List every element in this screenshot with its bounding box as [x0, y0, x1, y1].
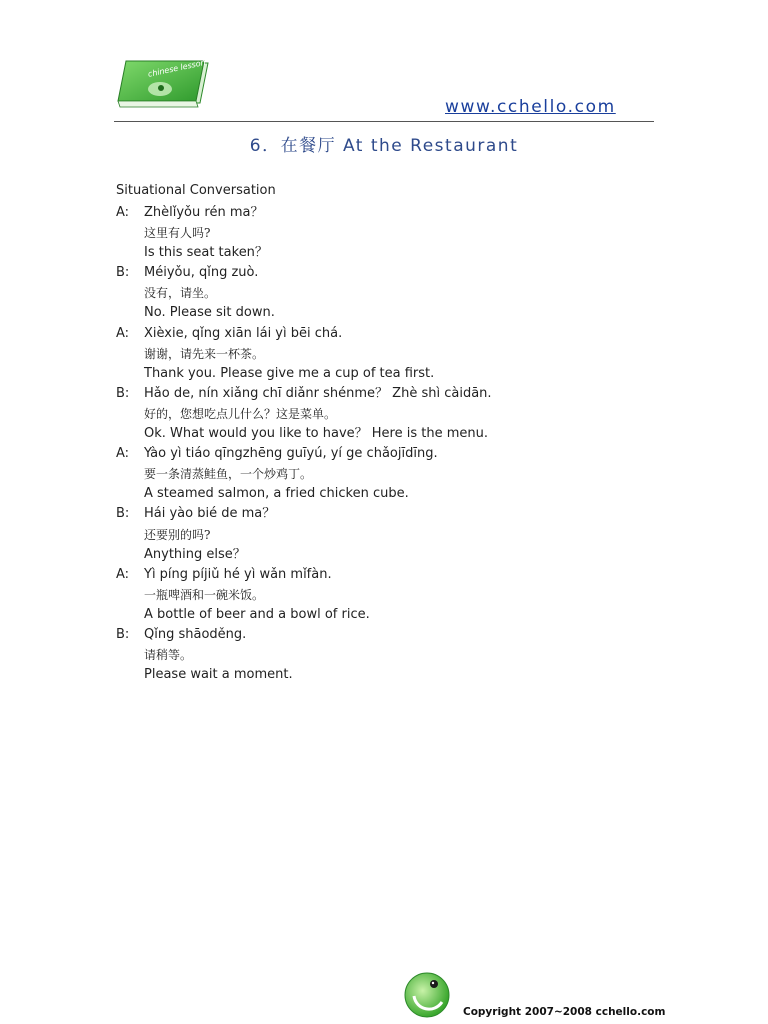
speaker-label: A: [116, 566, 130, 582]
pinyin-line: Hái yào bié de ma？ [144, 506, 276, 522]
dialog-line [116, 585, 636, 605]
dialog-line [116, 645, 636, 665]
dialog-line [116, 605, 636, 625]
dialog-line [116, 364, 636, 384]
speaker-label: A: [116, 325, 130, 341]
dialog-line [116, 665, 636, 685]
speaker-label: A: [116, 446, 130, 462]
dialog-line [116, 263, 636, 283]
speaker-label: B: [116, 626, 130, 642]
english-line: Ok. What would you like to have？ Here is the menu. [144, 426, 489, 442]
english-line: A steamed salmon, a fried chicken cube. [144, 486, 409, 502]
pinyin-line: Xièxie, qǐng xiān lái yì bēi chá. [144, 325, 343, 341]
dialog-line [116, 625, 636, 645]
dialog-line [116, 444, 636, 464]
chinese-line: 一瓶啤酒和一碗米饭。 [144, 587, 265, 602]
copyright-text: Copyright 2007~2008 cchello.com [463, 1006, 666, 1018]
dialog-line [116, 484, 636, 504]
page-title: 6．在餐厅 At the Restaurant [249, 136, 519, 156]
pinyin-line: Méiyǒu, qǐng zuò. [144, 265, 259, 281]
pinyin-line: Qǐng shāoděng. [144, 626, 247, 642]
chinese-line: 好的，您想吃点儿什么？这是菜单。 [144, 406, 337, 421]
header-divider [114, 121, 654, 122]
english-line: A bottle of beer and a bowl of rice. [144, 606, 370, 622]
chinese-line: 要一条清蒸鲑鱼，一个炒鸡丁。 [144, 467, 313, 482]
speaker-label: A: [116, 205, 130, 220]
site-url-link[interactable]: www.cchello.com [445, 97, 616, 117]
chinese-line: 谢谢，请先来一杯茶。 [144, 346, 265, 361]
logo-text: chinese lesson [147, 57, 207, 79]
speaker-label: B: [116, 506, 130, 522]
chinese-line: 这里有人吗? [144, 226, 211, 241]
dialog-line [116, 384, 636, 404]
pinyin-line: Yì píng píjiǔ hé yì wǎn mǐfàn. [144, 566, 332, 582]
english-line: No. Please sit down. [144, 305, 275, 321]
dialog-line [116, 203, 636, 223]
dialog-line [116, 545, 636, 565]
english-line: Anything else？ [144, 546, 246, 562]
dialog-line [116, 243, 636, 263]
dialog-line [116, 464, 636, 484]
dialog-line [116, 424, 636, 444]
dialog-line [116, 565, 636, 585]
english-line: Thank you. Please give me a cup of tea first. [144, 365, 435, 381]
dialog-line [116, 504, 636, 524]
chinese-line: 没有，请坐。 [144, 286, 217, 301]
dialog-line [116, 283, 636, 303]
dialog-line [116, 303, 636, 323]
pinyin-line: Hǎo de, nín xiǎng chī diǎnr shénme？ Zhè shì càidān. [144, 385, 492, 401]
dialog-line [116, 223, 636, 243]
footer-logo [400, 966, 456, 1018]
dialog-list [116, 203, 636, 685]
dialog-line [116, 404, 636, 424]
dialog-line [116, 525, 636, 545]
chinese-lesson-logo [114, 57, 212, 111]
speaker-label: B: [116, 385, 130, 401]
pinyin-line: Zhèlǐyǒu rén ma？ [144, 205, 264, 220]
dialog-line [116, 344, 636, 364]
chinese-line: 请稍等。 [144, 648, 193, 663]
speaker-label: B: [116, 265, 130, 281]
pinyin-line: Yào yì tiáo qīngzhēng guīyú, yí ge chǎojīdīng. [144, 446, 438, 462]
english-line: Is this seat taken？ [144, 245, 268, 261]
dialog-line [116, 324, 636, 344]
chinese-line: 还要别的吗? [144, 527, 211, 542]
english-line: Please wait a moment. [144, 667, 293, 683]
section-heading: Situational Conversation [116, 183, 276, 198]
